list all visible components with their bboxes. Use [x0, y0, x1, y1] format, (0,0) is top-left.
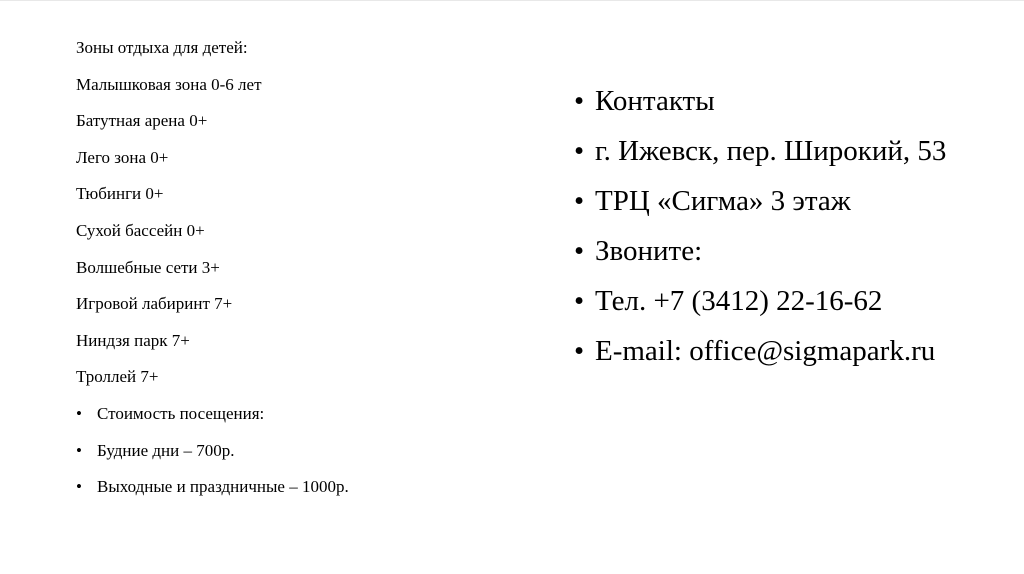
phone-text: Тел. +7 (3412) 22-16-62 — [595, 285, 883, 317]
contacts-list — [574, 83, 994, 383]
email-text: E-mail: office@sigmapark.ru — [595, 335, 936, 367]
bullet-icon: • — [574, 85, 585, 117]
phone — [574, 283, 994, 319]
zone-tubing: Тюбинги 0+ — [76, 184, 164, 204]
address-text: г. Ижевск, пер. Широкий, 53 — [595, 135, 947, 167]
zone-trampoline: Батутная арена 0+ — [76, 111, 208, 131]
email — [574, 333, 994, 369]
zone-lego: Лего зона 0+ — [76, 147, 169, 167]
zones-heading: Зоны отдыха для детей: — [76, 38, 248, 57]
price-heading-text: Стоимость посещения: — [97, 403, 265, 423]
zone-trolley: Троллей 7+ — [76, 367, 159, 387]
zone-maze: Игровой лабиринт 7+ — [76, 294, 233, 314]
bullet-icon: • — [574, 185, 585, 217]
address — [574, 133, 994, 169]
mall-floor — [574, 183, 994, 219]
bullet-icon: • — [574, 335, 585, 367]
price-heading — [76, 400, 516, 437]
price-weekdays-text: Будние дни – 700р. — [97, 440, 235, 460]
price-weekdays — [76, 437, 516, 474]
price-weekends-text: Выходные и праздничные – 1000р. — [97, 477, 349, 497]
mall-floor-text: ТРЦ «Сигма» 3 этаж — [595, 185, 851, 217]
zone-magic-nets: Волшебные сети 3+ — [76, 257, 220, 277]
bullet-icon: • — [76, 403, 82, 423]
bullet-icon: • — [76, 440, 82, 460]
zone-ninja-park: Ниндзя парк 7+ — [76, 330, 190, 350]
zone-toddler: Малышковая зона 0-6 лет — [76, 74, 262, 94]
price-weekends — [76, 473, 516, 510]
contacts-heading — [574, 83, 994, 119]
bullet-icon: • — [76, 477, 82, 497]
zone-dry-pool: Сухой бассейн 0+ — [76, 220, 205, 240]
bullet-icon: • — [574, 135, 585, 167]
bullet-icon: • — [574, 285, 585, 317]
bullet-icon: • — [574, 235, 585, 267]
zones-and-prices-list — [76, 34, 516, 510]
call-label — [574, 233, 994, 269]
contacts-heading-text: Контакты — [595, 85, 715, 117]
call-label-text: Звоните: — [595, 235, 703, 267]
